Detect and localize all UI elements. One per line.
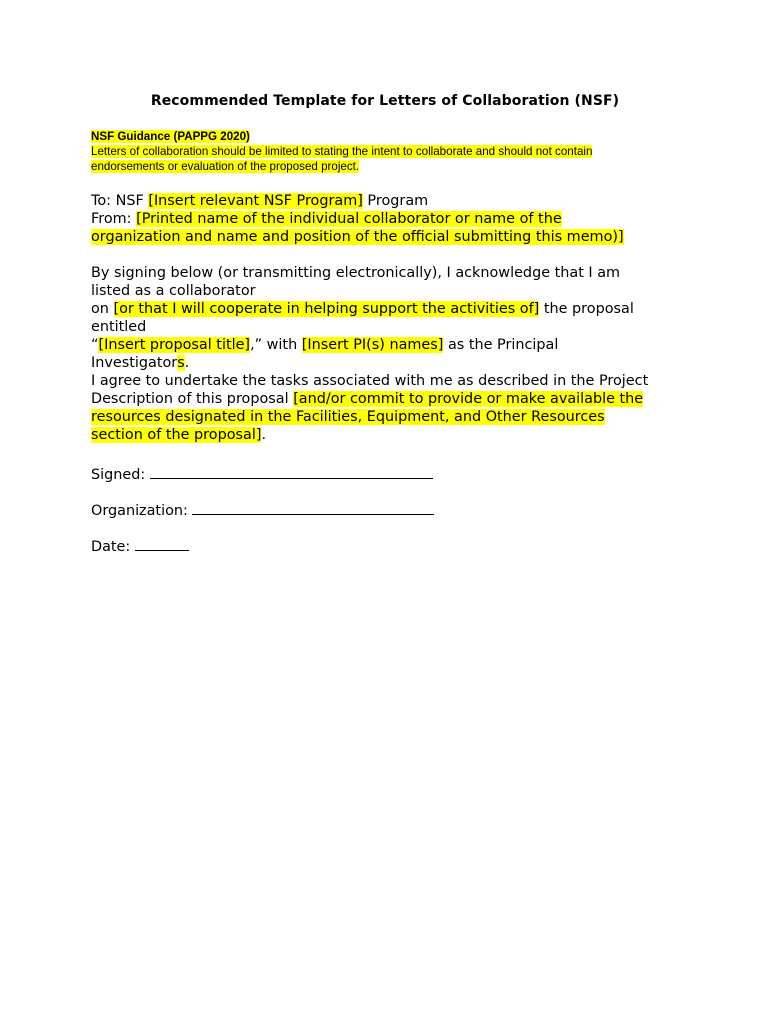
date-label: Date: <box>91 539 135 555</box>
organization-line[interactable] <box>192 499 434 515</box>
guidance-heading: NSF Guidance (PAPPG 2020) <box>91 130 250 143</box>
proposal-title-placeholder: [Insert proposal title] <box>98 337 251 353</box>
resources-placeholder-line-3: section of the proposal] <box>91 427 262 443</box>
resources-placeholder-line-2: resources designated in the Facilities, Equipment, and Other Resources <box>91 409 605 425</box>
date-line[interactable] <box>135 535 189 551</box>
statement-block <box>91 264 691 444</box>
statement-line-5-mid: ,” with <box>250 337 302 353</box>
date-row <box>91 535 691 556</box>
to-prefix: To: NSF <box>91 193 149 209</box>
collaborator-name-placeholder-line-2: organization and name and position of the official submitting this memo)] <box>91 229 624 245</box>
signed-row <box>91 463 691 484</box>
statement-line-5-suffix: as the Principal <box>443 337 559 353</box>
organization-label: Organization: <box>91 503 193 519</box>
signed-label: Signed: <box>91 467 150 483</box>
statement-line-3-prefix: on <box>91 301 114 317</box>
open-quote: “ <box>91 337 99 353</box>
statement-line-6-suffix: . <box>184 355 190 371</box>
statement-line-2: listed as a collaborator <box>91 283 256 299</box>
statement-line-4: entitled <box>91 319 147 335</box>
to-from-block <box>91 192 691 246</box>
statement-line-10-suffix: . <box>261 427 267 443</box>
resources-placeholder-line-1: [and/or commit to provide or make available the <box>293 391 644 407</box>
statement-line-1: By signing below (or transmitting electronically), I acknowledge that I am <box>91 265 621 281</box>
collaborator-name-placeholder-line-1: [Printed name of the individual collaborator or name of the <box>136 211 562 227</box>
guidance-text-line-1: Letters of collaboration should be limited to stating the intent to collaborate and should not contain <box>91 145 593 158</box>
to-suffix: Program <box>362 193 429 209</box>
guidance-text-line-2: endorsements or evaluation of the proposed project. <box>91 160 360 173</box>
nsf-guidance-block <box>91 129 651 174</box>
organization-row <box>91 499 691 520</box>
cooperate-placeholder: [or that I will cooperate in helping support the activities of] <box>113 301 540 317</box>
nsf-program-placeholder: [Insert relevant NSF Program] <box>148 193 363 209</box>
document-title: Recommended Template for Letters of Collaboration (NSF) <box>150 93 620 109</box>
statement-line-8-prefix: Description of this proposal <box>91 391 294 407</box>
statement-line-3-suffix: the proposal <box>539 301 634 317</box>
statement-line-7: I agree to undertake the tasks associated with me as described in the Project <box>91 373 649 389</box>
pi-names-placeholder: [Insert PI(s) names] <box>301 337 444 353</box>
signed-line[interactable] <box>150 463 433 479</box>
plural-s-placeholder: s <box>177 355 185 371</box>
statement-line-6-prefix: Investigator <box>91 355 178 371</box>
from-prefix: From: <box>91 211 137 227</box>
